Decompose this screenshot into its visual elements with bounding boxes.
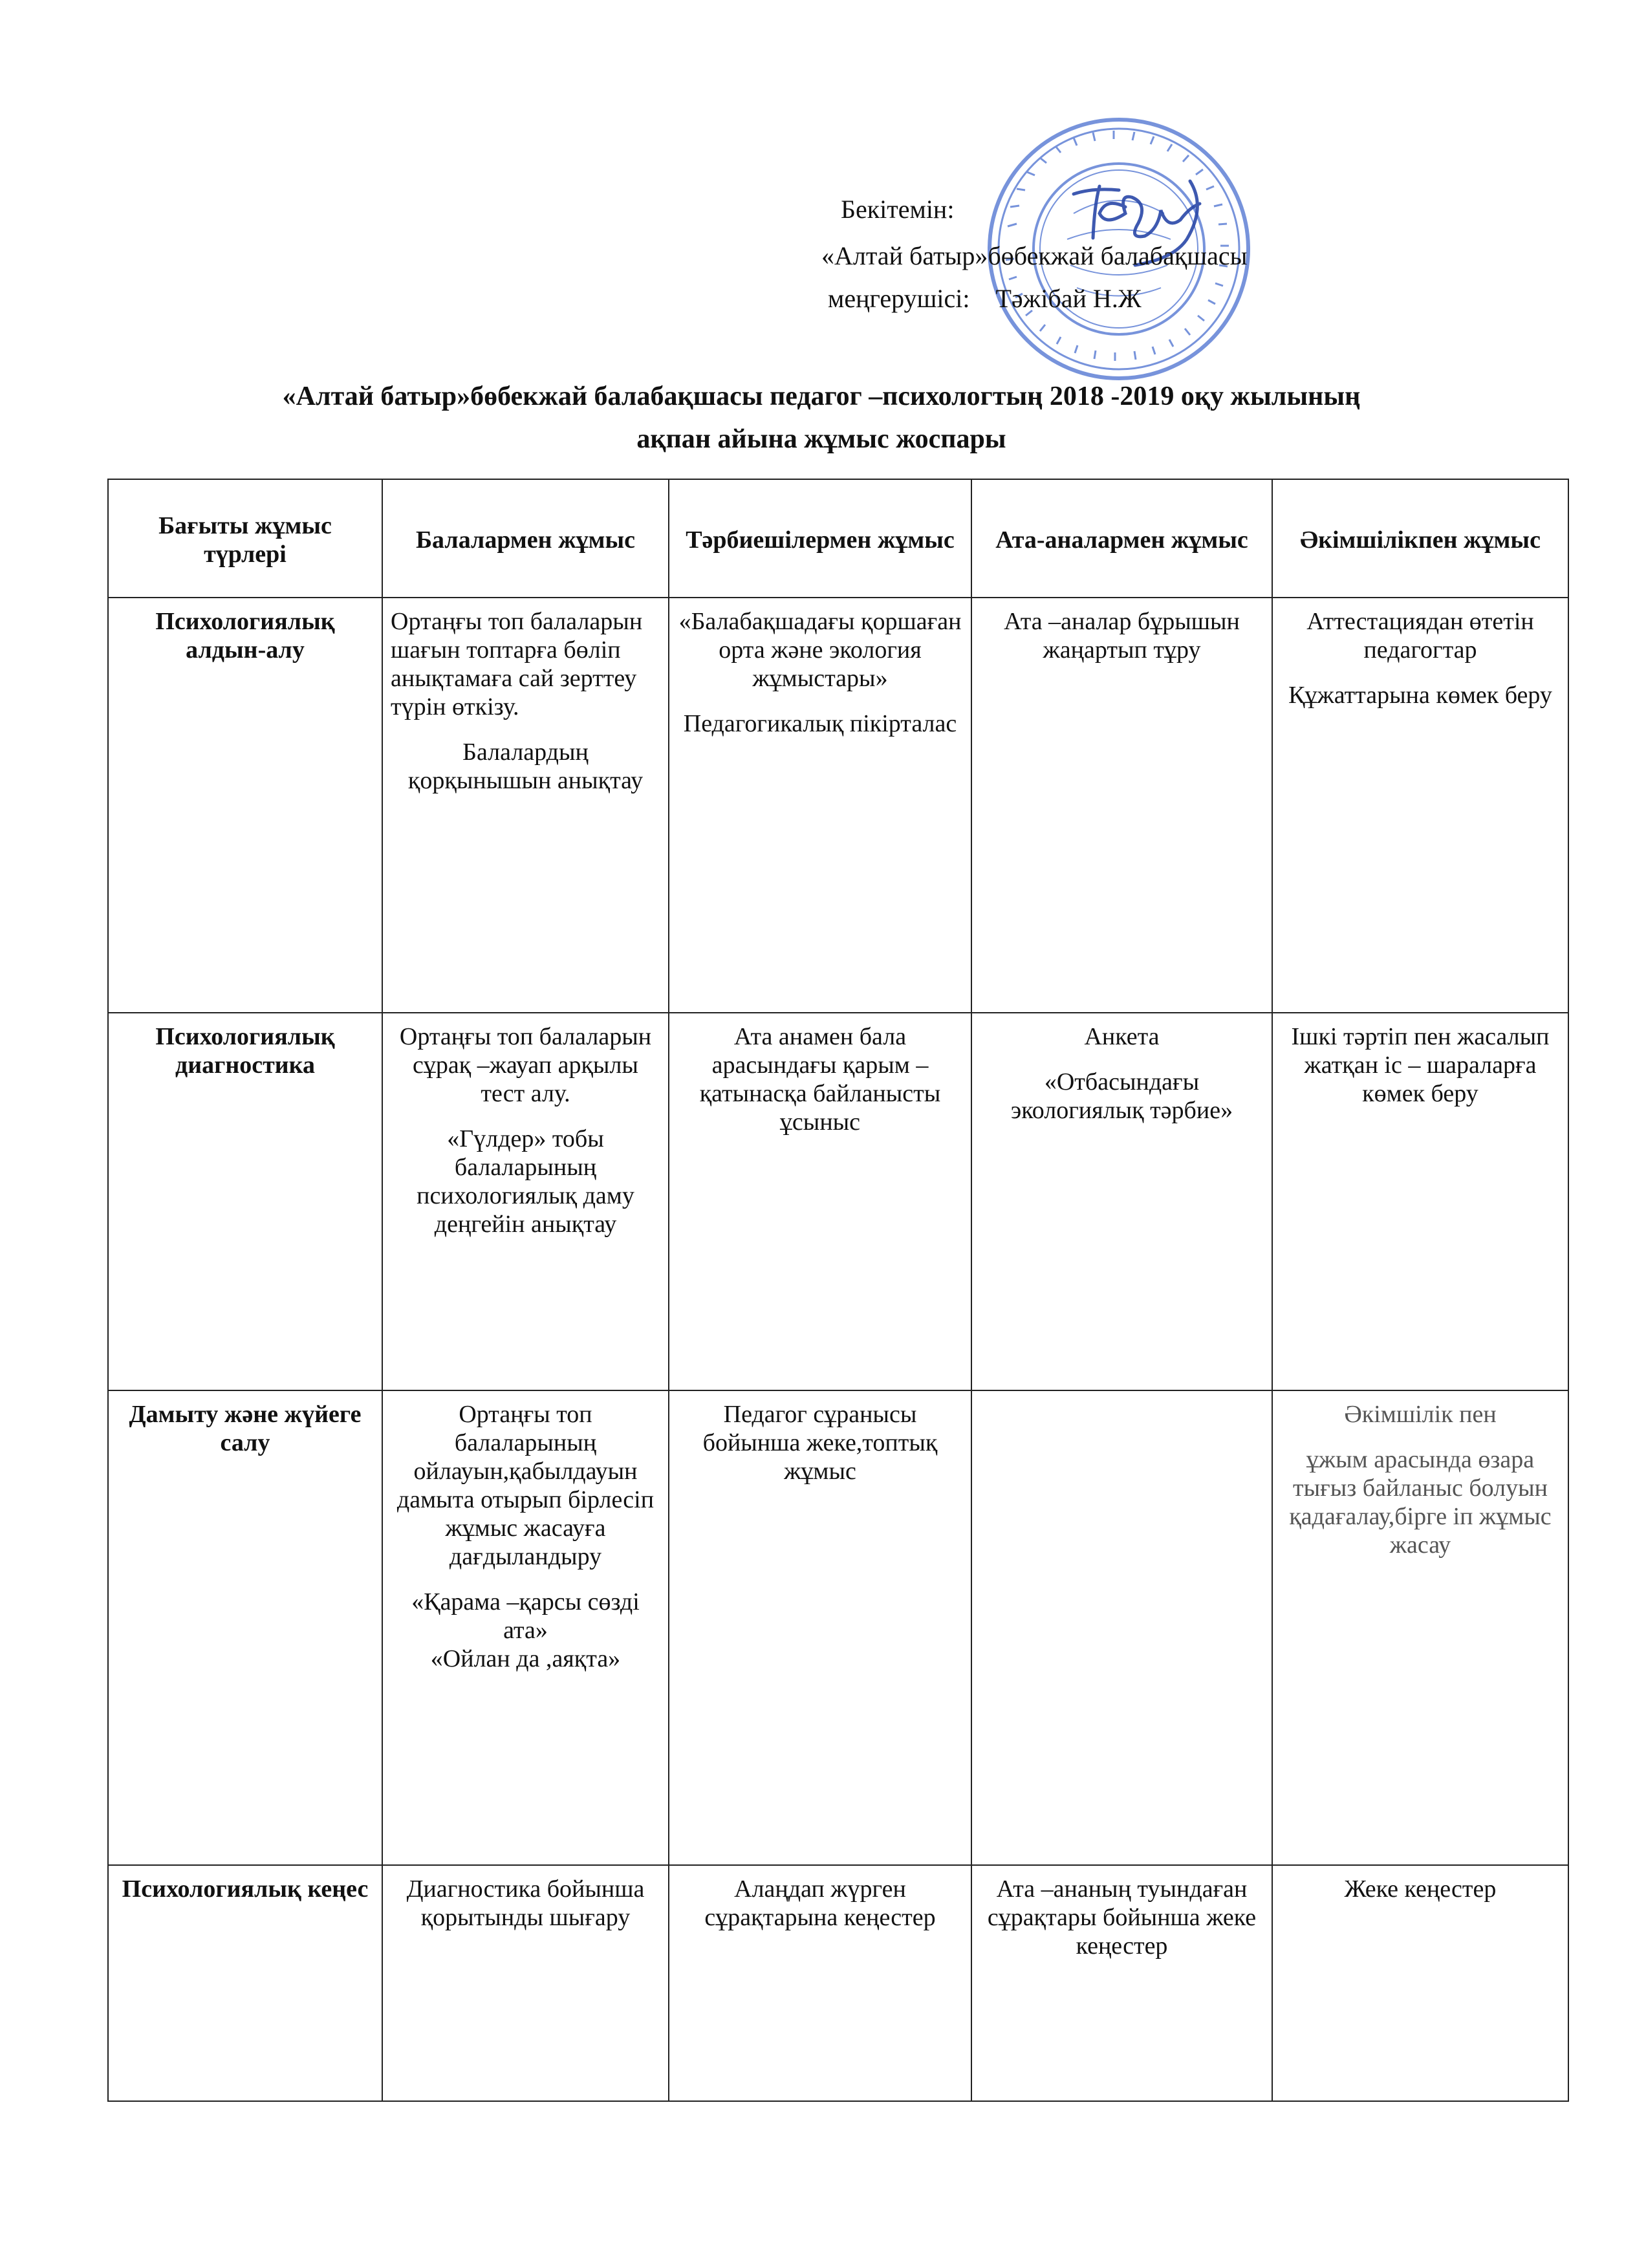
- approval-name: Тәжібай Н.Ж: [995, 284, 1142, 313]
- parents-work-cell: [971, 1865, 1272, 2101]
- cell-paragraph: ұжым арасында өзара тығыз байланыс болуын қадағалау,бірге іп жұмыс жасау: [1289, 1446, 1552, 1559]
- cell-paragraph: Ішкі тәртіп пен жасалып жатқан іс – шараларға көмек беру: [1291, 1023, 1550, 1107]
- cell-paragraph: Құжаттарына көмек беру: [1288, 682, 1552, 709]
- cell-paragraph: Алаңдап жүрген сұрақтарына кеңестер: [704, 1875, 936, 1931]
- cell-paragraph: Балалардың қорқынышын анықтау: [407, 739, 644, 794]
- column-header: Ата-аналармен жұмыс: [971, 479, 1272, 598]
- parents-work-cell: [971, 1390, 1272, 1865]
- table-row: [108, 1390, 1568, 1865]
- children-work-cell: [382, 1013, 669, 1390]
- table-row: [108, 598, 1568, 1013]
- approval-line-2: «Алтай батыр»бөбекжай балабақшасы: [821, 241, 1248, 270]
- column-header: Әкімшілікпен жұмыс: [1272, 479, 1568, 598]
- row-direction: Психологиялық кеңес: [108, 1865, 382, 2101]
- admin-work-cell: [1272, 598, 1568, 1013]
- document-title: [97, 375, 1546, 460]
- row-direction: Дамыту және жүйеге салу: [108, 1390, 382, 1865]
- column-header: Тәрбиешілермен жұмыс: [669, 479, 971, 598]
- table-row: [108, 1013, 1568, 1390]
- children-work-cell: [382, 1865, 669, 2101]
- teachers-work-cell: [669, 1865, 971, 2101]
- cell-paragraph: Әкімшілік пен: [1344, 1401, 1497, 1428]
- admin-work-cell: [1272, 1013, 1568, 1390]
- table-row: [108, 1865, 1568, 2101]
- row-direction: Психологиялық алдын-алу: [108, 598, 382, 1013]
- cell-paragraph: Аттестациядан өтетін педагогтар: [1306, 608, 1534, 664]
- document-title-line-1: «Алтай батыр»бөбекжай балабақшасы педагог –психологтың 2018 -2019 оқу жылының: [282, 382, 1361, 411]
- approval-role: меңгерушісі:: [828, 284, 970, 313]
- parents-work-cell: [971, 1013, 1272, 1390]
- cell-paragraph: Жеке кеңестер: [1344, 1875, 1497, 1903]
- work-plan-table: [107, 479, 1569, 2102]
- children-work-cell: [382, 598, 669, 1013]
- children-work-cell: [382, 1390, 669, 1865]
- cell-paragraph: Ата –аналар бұрышын жаңартып тұру: [1004, 608, 1240, 664]
- cell-paragraph: «Қарама –қарсы сөзді ата»: [411, 1588, 640, 1644]
- teachers-work-cell: [669, 1013, 971, 1390]
- column-header: Бағыты жұмыс түрлері: [108, 479, 382, 598]
- cell-paragraph: «Отбасындағы экологиялық тәрбие»: [1010, 1068, 1233, 1124]
- row-direction: Психологиялық диагностика: [108, 1013, 382, 1390]
- teachers-work-cell: [669, 598, 971, 1013]
- parents-work-cell: [971, 598, 1272, 1013]
- table-header-row: [108, 479, 1568, 598]
- admin-work-cell: [1272, 1865, 1568, 2101]
- cell-paragraph: Ата анамен бала арасындағы қарым –қатынасқа байланысты ұсыныс: [699, 1023, 941, 1136]
- cell-paragraph: Ата –ананың туындаған сұрақтары бойынша жеке кеңестер: [987, 1875, 1257, 1960]
- cell-paragraph: «Балабақшадағы қоршаған орта және экология жұмыстары»: [678, 608, 962, 692]
- admin-work-cell: [1272, 1390, 1568, 1865]
- cell-paragraph: «Гүлдер» тобы балаларының психологиялық даму деңгейін анықтау: [417, 1125, 634, 1238]
- cell-paragraph: Педагогикалық пікірталас: [683, 710, 957, 737]
- cell-paragraph: Диагностика бойынша қорытынды шығару: [406, 1875, 645, 1931]
- cell-paragraph: Педагог сұранысы бойынша жеке,топтық жұмыс: [702, 1401, 938, 1485]
- cell-paragraph: Ортаңғы топ балаларының ойлауын,қабылдауын дамыта отырып бірлесіп жұмыс жасауға дағдыландыру: [396, 1401, 655, 1570]
- approval-line-1: Бекітемін:: [841, 195, 955, 224]
- column-header: Балалармен жұмыс: [382, 479, 669, 598]
- cell-paragraph: Анкета: [1084, 1023, 1160, 1050]
- cell-paragraph: Ортаңғы топ балаларын шағын топтарға бөліп анықтамаға сай зерттеу түрін өткізу.: [391, 608, 643, 720]
- teachers-work-cell: [669, 1390, 971, 1865]
- approval-line-3: [828, 283, 1142, 314]
- cell-paragraph: «Ойлан да ,аяқта»: [430, 1645, 621, 1672]
- document-title-line-2: ақпан айына жұмыс жоспары: [636, 424, 1006, 454]
- cell-paragraph: Ортаңғы топ балаларын сұрақ –жауап арқылы тест алу.: [399, 1023, 652, 1107]
